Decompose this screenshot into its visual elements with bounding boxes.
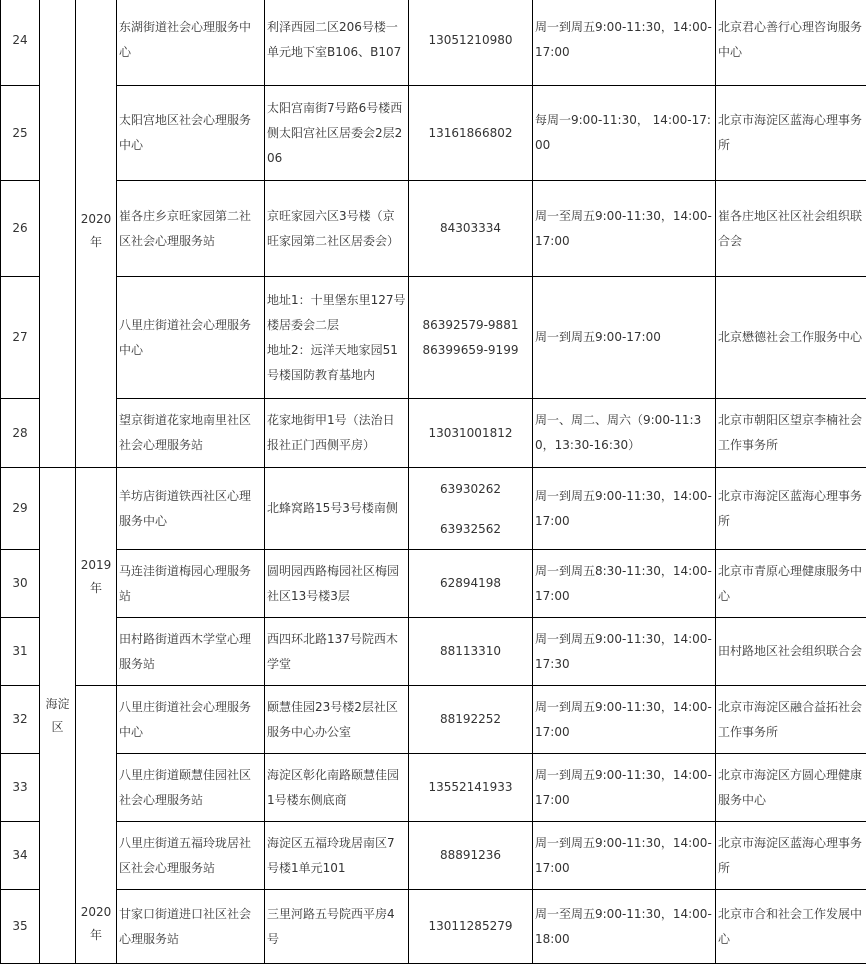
station-address: 圆明园西路梅园社区梅园社区13号楼3层: [265, 550, 409, 618]
year-cell: [76, 686, 117, 964]
phone-line-1: 63930262: [439, 481, 502, 496]
table-row: [1, 277, 866, 399]
year-number: 2019: [80, 557, 112, 572]
station-address: 太阳宫南街7号路6号楼西侧太阳宫社区居委会2层206: [265, 86, 409, 181]
district-cell: [40, 468, 76, 964]
station-name: 东湖街道社会心理服务中心: [117, 0, 265, 86]
station-address: 利泽西园二区206号楼一单元地下室B106、B107: [265, 0, 409, 86]
table-row: [1, 686, 866, 754]
station-address: 三里河路五号院西平房4号: [265, 890, 409, 964]
station-hours: 周一到周五9:00-11:30，14:00-17:00: [533, 754, 716, 822]
year-suffix: 年: [89, 928, 102, 942]
station-operator: 北京市海淀区融合益拓社会工作事务所: [716, 686, 866, 754]
station-phone: 13011285279: [409, 890, 533, 964]
station-operator: 北京市海淀区蓝海心理事务所: [716, 468, 866, 550]
station-hours: 周一到周五9:00-11:30，14:00-17:00: [533, 468, 716, 550]
phone-line-2: 86399659-9199: [422, 342, 519, 357]
station-hours: 周一至周五9:00-11:30，14:00-18:00: [533, 890, 716, 964]
station-operator: 北京市海淀区方圆心理健康服务中心: [716, 754, 866, 822]
station-name: 羊坊店街道铁西社区心理服务中心: [117, 468, 265, 550]
station-operator: 北京市合和社会工作发展中心: [716, 890, 866, 964]
station-hours: 周一到周五9:00-11:30，14:00-17:00: [533, 686, 716, 754]
row-number: 31: [1, 618, 40, 686]
row-number: 34: [1, 822, 40, 890]
station-hours: 周一到周五9:00-11:30，14:00-17:30: [533, 618, 716, 686]
row-number: 29: [1, 468, 40, 550]
station-name: 太阳宫地区社会心理服务中心: [117, 86, 265, 181]
table-row: [1, 890, 866, 964]
station-operator: 北京市海淀区蓝海心理事务所: [716, 822, 866, 890]
row-number: 35: [1, 890, 40, 964]
station-name: 八里庄街道社会心理服务中心: [117, 686, 265, 754]
station-phone: [409, 468, 533, 550]
station-operator: 北京君心善行心理咨询服务中心: [716, 0, 866, 86]
row-number: 24: [1, 0, 40, 86]
station-hours: 每周一9:00-11:30， 14:00-17:00: [533, 86, 716, 181]
station-operator: 北京懋德社会工作服务中心: [716, 277, 866, 399]
station-hours: 周一至周五9:00-11:30，14:00-17:00: [533, 181, 716, 277]
row-number: 27: [1, 277, 40, 399]
station-address: [265, 277, 409, 399]
station-phone: [409, 277, 533, 399]
station-operator: 北京市青原心理健康服务中心: [716, 550, 866, 618]
station-phone: 84303334: [409, 181, 533, 277]
table-row: [1, 181, 866, 277]
row-number: 26: [1, 181, 40, 277]
table-row: [1, 0, 866, 86]
station-operator: 北京市朝阳区望京李楠社会工作事务所: [716, 399, 866, 468]
table-row: [1, 399, 866, 468]
station-phone: 62894198: [409, 550, 533, 618]
station-name: 望京街道花家地南里社区社会心理服务站: [117, 399, 265, 468]
year-suffix: 年: [89, 580, 102, 595]
table-row: [1, 468, 866, 550]
address-line-1: 地址1：十里堡东里127号楼居委会二层: [267, 292, 406, 332]
address-line-2: 地址2：远洋天地家园51号楼国防教育基地内: [267, 342, 398, 382]
station-phone: 88891236: [409, 822, 533, 890]
station-address: 北蜂窝路15号3号楼南侧: [265, 468, 409, 550]
station-hours: 周一到周五9:00-11:30，14:00-17:00: [533, 822, 716, 890]
station-hours: 周一到周五9:00-17:00: [533, 277, 716, 399]
station-hours: 周一到周五9:00-11:30，14:00-17:00: [533, 0, 716, 86]
year-number: 2020: [80, 905, 112, 919]
station-operator: 田村路地区社会组织联合会: [716, 618, 866, 686]
table-row: [1, 754, 866, 822]
district-name: 海淀区: [45, 696, 70, 734]
table-row: [1, 822, 866, 890]
station-address: 花家地街甲1号（法治日报社正门西侧平房）: [265, 399, 409, 468]
year-number: 2020: [80, 212, 112, 226]
station-address: 颐慧佳园23号楼2层社区服务中心办公室: [265, 686, 409, 754]
station-operator: 北京市海淀区蓝海心理事务所: [716, 86, 866, 181]
row-number: 30: [1, 550, 40, 618]
station-phone: 13031001812: [409, 399, 533, 468]
row-number: 33: [1, 754, 40, 822]
station-address: 海淀区五福玲珑居南区7号楼1单元101: [265, 822, 409, 890]
station-name: 甘家口街道进口社区社会心理服务站: [117, 890, 265, 964]
phone-line-2: 63932562: [439, 521, 502, 536]
year-cell: [76, 468, 117, 686]
row-number: 25: [1, 86, 40, 181]
station-name: 八里庄街道五福玲珑居社区社会心理服务站: [117, 822, 265, 890]
station-phone: 13552141933: [409, 754, 533, 822]
station-operator: 崔各庄地区社区社会组织联合会: [716, 181, 866, 277]
station-name: 田村路街道西木学堂心理服务站: [117, 618, 265, 686]
station-address: 西四环北路137号院西木学堂: [265, 618, 409, 686]
station-name: 八里庄街道社会心理服务中心: [117, 277, 265, 399]
station-phone: 88113310: [409, 618, 533, 686]
year-cell: [76, 0, 117, 468]
year-suffix: 年: [89, 235, 102, 249]
station-phone: 88192252: [409, 686, 533, 754]
station-hours: 周一到周五8:30-11:30，14:00-17:00: [533, 550, 716, 618]
table-row: [1, 550, 866, 618]
station-name: 马连洼街道梅园心理服务站: [117, 550, 265, 618]
station-name: 八里庄街道颐慧佳园社区社会心理服务站: [117, 754, 265, 822]
station-name: 崔各庄乡京旺家园第二社区社会心理服务站: [117, 181, 265, 277]
district-cell-upper: [40, 0, 76, 468]
row-number: 32: [1, 686, 40, 754]
station-address: 海淀区彰化南路颐慧佳园1号楼东侧底商: [265, 754, 409, 822]
station-address: 京旺家园六区3号楼（京旺家园第二社区居委会）: [265, 181, 409, 277]
table-row: [1, 86, 866, 181]
station-phone: 13051210980: [409, 0, 533, 86]
station-hours: 周一、周二、周六（9:00-11:30，13:30-16:30）: [533, 399, 716, 468]
station-phone: 13161866802: [409, 86, 533, 181]
table-row: [1, 618, 866, 686]
phone-line-1: 86392579-9881: [422, 317, 519, 332]
row-number: 28: [1, 399, 40, 468]
